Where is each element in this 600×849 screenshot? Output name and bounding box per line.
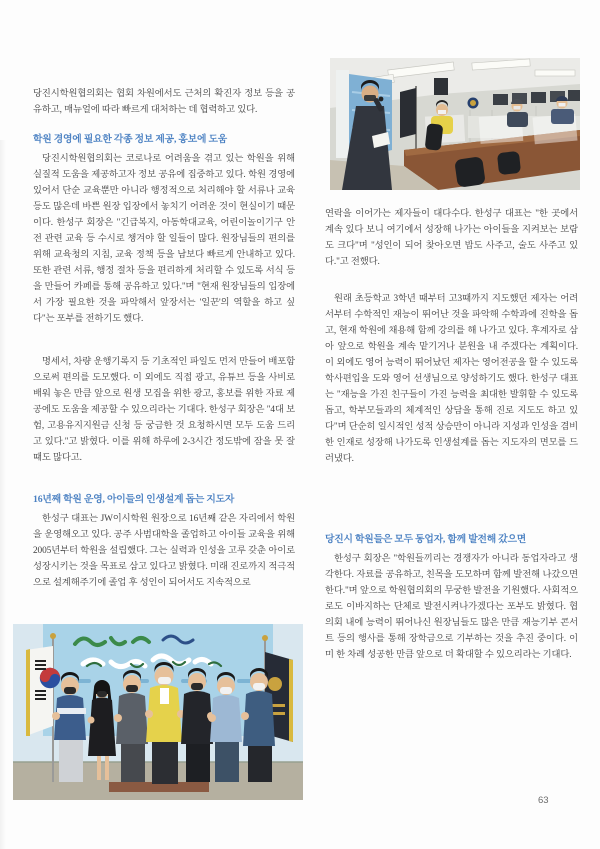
curtain [336, 70, 349, 158]
microphone-icon [379, 97, 384, 102]
intro-paragraph: 당진시학원협의회는 협회 차원에서도 근처의 확진자 정보 등을 공유하고, 매뉴얼에 따라 빠르게 대처하는 데 협력하고 있다. [33, 89, 295, 115]
wall-speaker [434, 78, 448, 95]
meeting-photo [330, 58, 580, 190]
wall-emblem-center [470, 100, 476, 106]
dark-flag [400, 88, 416, 138]
section2-paragraph1: 한성구 대표는 JW이시학원 원장으로 16년째 같은 자리에서 학원을 운영해오고 있다. 공주 사범대학을 졸업하고 아이들 교육을 위해 2005년부터 학원을 설립했다. 그는 실력과 인성을 고루 갖춘 아이로 성장시키는 것을 목표로 삼고 있다고 밝혔다. 미래 진로까지 적극적으로 설계해주기에 졸업 후 성인이 되어서도 지속적으로 [33, 514, 295, 588]
continuation-paragraph: 연락을 이어가는 제자들이 대다수다. 한성구 대표는 "한 곳에서 계속 있다 보니 여기에서 성장해 나가는 아이들을 지켜보는 보람도 크다"며 "성인이 되어 찾아오면 밥도 사주고, 술도 사주고 있다."고 전했다. [325, 209, 578, 267]
section1-paragraph2: 명세서, 차량 운행기록지 등 기초적인 파일도 먼저 만들어 배포함으로써 편의를 도모했다. 이 외에도 직접 광고, 유튜브 등을 사비로 배워 놓은 만큼 앞으로 원생 모집을 위한 광고, 홍보를 위한 자료 제공에도 도움을 제공할 수 있으리라는 기대다. 한성구 회장은 "4대 보험, 고용유지지원금 신청 등 궁금한 것 요청하시면 모두 도움 드리고 있다."고 밝혔다. 이를 위해 하루에 2-3시간 정도밖에 잠을 못 잘 때도 많다고. [33, 357, 295, 463]
section3-paragraph1: 한성구 회장은 "학원들끼리는 경쟁자가 아니라 동업자라고 생각한다. 자료를 공유하고, 친목을 도모하며 함께 발전해 나갔으면 한다."며 앞으로 학원협의회의 무궁한 발전을 기원했다. 사회적으로도 이바지하는 단체로 발전시켜나가겠다는 포부도 밝혔다. 협의회 내에 능력이 뛰어나신 원장님들도 많은 만큼 재능기부 콘서트 등의 행사를 통해 장학금으로 기부하는 것을 추진 중이다. 이미 한 차례 성공한 만큼 앞으로 더 확대할 수 있으리라는 기대다. [325, 554, 578, 660]
section1-heading: 학원 경영에 필요한 각종 정보 제공, 홍보에 도움 [33, 134, 228, 145]
scan-shadow [0, 140, 6, 849]
page-number: 63 [538, 795, 549, 806]
right-paragraph2: 원래 초등학교 3학년 때부터 고3때까지 지도했던 제자는 어려서부터 수학적인 재능이 뛰어난 것을 파악해 수학과에 진학을 돕고, 현재 학원에 채용해 함께 강의를 해 나가고 있다. 후계자로 삼아 앞으로 학원을 계속 맡기거나 분원을 내 주겠다는 계획이다. 이 외에도 영어 능력이 뛰어났던 제자는 영어전공을 할 수 있도록 학사편입을 도와 영어 선생님으로 양성하기도 했다. 한성구 대표는 "재능을 가진 친구들이 가진 능력을 최대한 발휘할 수 있도록 돕고, 학부모들과의 체계적인 상담을 통해 진로 지도도 하고 있다"며 단순히 일시적인 성적 상승만이 아니라 지성과 인성을 겸비한 인재로 성장해 나가도록 인생설계를 돕는 지도자의 면모를 드러냈다. [325, 294, 578, 464]
section2-heading: 16년째 학원 운영, 아이들의 인생설계 돕는 지도자 [33, 494, 235, 505]
section3-heading: 당진시 학원들은 모두 동업자, 함께 발전해 갔으면 [325, 534, 527, 545]
group-photo [13, 624, 303, 800]
section1-paragraph1: 당진시학원협의회는 코로나로 어려움을 겪고 있는 학원을 위해 실질적 도움을 제공하고자 정보 공유에 집중하고 있다. 학원 경영에 있어서 단순 교육뿐만 아니라 행정적으로 처리해야 할 서류나 교육 등도 많은데 바쁜 원장 입장에서 놓치기 어려운 것이 현실이기 때문이다. 한성구 회장은 "긴급복지, 아동학대교육, 어린이놀이기구 안전 관련 교육 등 수시로 챙겨야 할 일들이 많다. 원장님들의 편의를 위해 교육청의 지침, 교육 정책 등을 남보다 빠르게 안내하고 있다. 또한 관련 서류, 행정 절차 등을 편리하게 처리할 수 있도록 서식 등을 만들어 카페를 통해 공유하고 있다."며 "현재 원장님들의 입장에서 가장 필요한 것을 파악해서 앞장서는 '일꾼'의 역할을 하고 싶다"는 포부를 전하기도 했다. [33, 154, 295, 324]
